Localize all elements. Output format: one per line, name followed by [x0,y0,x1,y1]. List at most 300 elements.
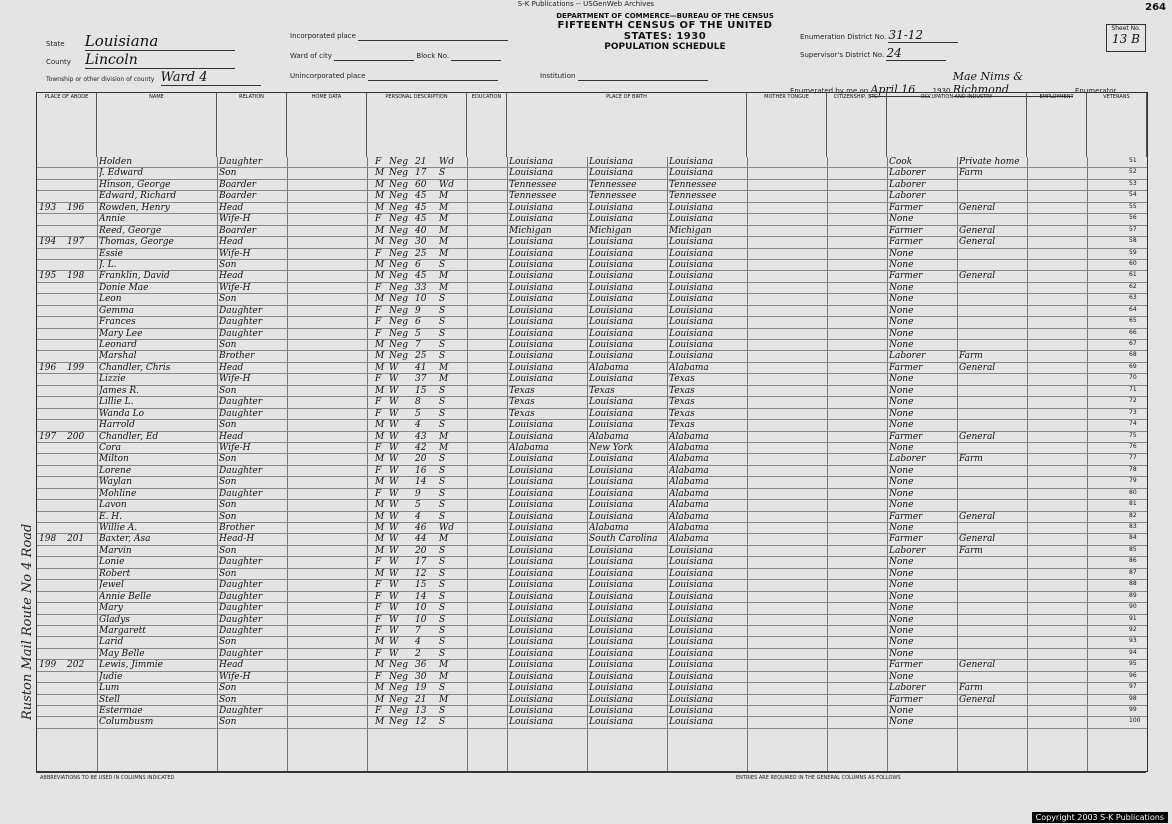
cell-mb: Alabama [669,511,709,522]
cell-mar: Wd [439,523,455,533]
cell-age: 41 [415,362,427,373]
cell-occ: None [889,706,914,716]
cell-sex: M [375,420,385,431]
line-number: 53 [1129,179,1137,187]
cell-dw: 193 [39,202,57,213]
cell-name: Mary [99,603,123,614]
cell-ind: Farm [959,545,983,556]
cell-fb: Louisiana [589,671,634,682]
cell-pb: Louisiana [509,328,554,339]
cell-pb: Louisiana [509,625,554,636]
cell-race: W [389,408,399,419]
cell-occ: None [889,259,914,270]
cell-sex: M [375,362,385,373]
cell-sex: M [375,271,385,282]
cell-rel: Wife-H [219,214,251,225]
cell-race: W [389,488,399,499]
cell-name: Lorene [99,465,132,476]
cell-race: W [389,580,399,591]
cell-mb: Louisiana [669,591,714,602]
cell-sex: M [375,660,385,671]
cell-age: 36 [415,660,427,671]
cell-pb: Louisiana [509,488,554,499]
cell-mar: M [439,191,449,202]
cell-sex: M [375,511,385,522]
cell-fam [67,717,95,727]
cell-mb: Texas [669,397,695,408]
cell-name: Chandler, Ed [99,431,159,442]
line-number: 81 [1129,500,1137,508]
cell-name: Edward, Richard [99,191,177,202]
cell-rel: Daughter [219,591,263,602]
line-number: 78 [1129,465,1137,473]
cell-fam [67,706,95,716]
cell-mar: S [439,580,446,591]
cell-mb: Louisiana [669,328,714,339]
cell-mb: Louisiana [669,717,714,728]
cell-pb: Louisiana [509,603,554,614]
cell-name: Leon [99,294,122,305]
cell-fam [67,157,95,167]
cell-age: 30 [415,671,427,682]
cell-sex: M [375,523,385,533]
cell-age: 17 [415,557,427,568]
cell-pb: Louisiana [509,660,554,671]
cell-pb: Texas [509,408,535,419]
cell-occ: Farmer [889,271,923,282]
cell-dw [39,340,65,350]
cell-mar: S [439,305,446,316]
line-number: 77 [1129,454,1137,462]
unincorporated-line [290,72,498,81]
cell-fb: New York [589,442,634,453]
cell-fam: 202 [67,660,85,671]
cell-rel: Daughter [219,157,263,167]
cell-sex: M [375,477,385,488]
cell-fam [67,191,95,201]
cell-dw [39,168,65,178]
cell-ind: General [959,362,996,373]
cell-fam [67,683,95,693]
cell-fb: Louisiana [589,625,634,636]
line-number: 94 [1129,648,1137,656]
table-row [37,523,1147,534]
cell-rel: Son [219,420,237,431]
cell-sex: F [375,374,382,385]
cell-fam [67,592,95,602]
cell-mb: Louisiana [669,706,714,716]
cell-sex: M [375,179,385,190]
cell-mar: S [439,603,446,614]
county-label: County [46,58,71,66]
cell-rel: Head [219,202,244,213]
cell-ind [959,557,1027,567]
cell-mar: M [439,282,449,293]
state-label: State [46,40,65,48]
cell-ind [959,500,1027,510]
cell-rel: Son [219,385,237,396]
cell-mar: S [439,317,446,328]
cell-rel: Daughter [219,625,263,636]
cell-race: Neg [389,237,408,248]
cell-occ: Cook [889,157,913,167]
cell-fam [67,340,95,350]
cell-mar: S [439,340,446,350]
cell-dw [39,306,65,316]
table-row [37,397,1147,408]
cell-mb: Louisiana [669,625,714,636]
cell-ind [959,489,1027,499]
cell-ind [959,420,1027,430]
table-row [37,672,1147,683]
cell-ind: Private home [959,157,1020,167]
cell-fam [67,420,95,430]
table-row [37,271,1147,282]
cell-occ: Laborer [889,351,926,362]
cell-pb: Louisiana [509,282,554,293]
cell-name: Willie A. [99,523,138,533]
cell-fam: 199 [67,362,85,373]
cell-sex: F [375,603,382,614]
cell-fb: Louisiana [589,717,634,728]
cell-pb: Louisiana [509,694,554,705]
cell-race: Neg [389,294,408,305]
cell-sex: M [375,340,385,350]
cell-name: Judie [99,671,123,682]
cell-fb: Louisiana [589,683,634,694]
cell-name: Margarett [99,625,146,636]
cell-pb: Louisiana [509,671,554,682]
cell-fb: Louisiana [589,488,634,499]
cell-rel: Head [219,660,244,671]
cell-pb: Texas [509,385,535,396]
sheet-number: 13 B [1112,32,1140,46]
cell-occ: None [889,442,914,453]
cell-mar: M [439,202,449,213]
cell-rel: Wife-H [219,374,251,385]
cell-rel: Son [219,454,237,465]
cell-pb: Louisiana [509,305,554,316]
cell-fam [67,306,95,316]
cell-rel: Son [219,683,237,694]
cell-occ: Laborer [889,179,926,190]
cell-sex: M [375,694,385,705]
cell-name: Estermae [99,706,143,716]
cell-race: W [389,545,399,556]
cell-dw: 196 [39,362,57,373]
cell-age: 19 [415,683,427,694]
cell-fb: Louisiana [589,454,634,465]
table-row [37,500,1147,511]
cell-race: Neg [389,157,408,167]
line-number: 93 [1129,637,1137,645]
cell-mar: S [439,408,446,419]
cell-name: Gemma [99,305,134,316]
cell-age: 16 [415,465,427,476]
cell-age: 6 [415,317,421,328]
cell-race: W [389,454,399,465]
cell-occ: None [889,580,914,591]
cell-name: Annie Belle [99,591,152,602]
cell-fam [67,249,95,259]
table-row [37,466,1147,477]
col-name: NAME [97,93,217,157]
cell-dw [39,226,65,236]
table-row [37,649,1147,660]
table-row [37,603,1147,614]
cell-name: Lavon [99,500,127,511]
cell-age: 12 [415,717,427,728]
cell-rel: Daughter [219,317,263,328]
cell-mb: Louisiana [669,305,714,316]
county-line [46,52,235,69]
cell-occ: Farmer [889,534,923,545]
cell-race: Neg [389,179,408,190]
cell-fb: Tennessee [589,191,637,202]
cell-mar: S [439,683,446,694]
cell-mar: S [439,385,446,396]
table-row [37,420,1147,431]
cell-age: 20 [415,545,427,556]
cell-occ: None [889,374,914,385]
cell-mar: M [439,214,449,225]
supervisor-value: 24 [886,46,946,61]
cell-age: 9 [415,488,421,499]
cell-occ: None [889,420,914,431]
cell-fam: 198 [67,271,85,282]
line-number: 58 [1129,237,1137,245]
cell-occ: None [889,671,914,682]
cell-fam: 196 [67,202,85,213]
cell-sex: M [375,568,385,579]
cell-rel: Son [219,259,237,270]
cell-race: W [389,557,399,568]
cell-sex: F [375,408,382,419]
cell-age: 45 [415,271,427,282]
col-citizenship: CITIZENSHIP, ETC. [827,93,887,157]
cell-sex: F [375,282,382,293]
cell-mar: S [439,259,446,270]
cell-pb: Louisiana [509,362,554,373]
cell-fam: 197 [67,237,85,248]
cell-age: 5 [415,500,421,511]
cell-mar: S [439,397,446,408]
cell-mb: Louisiana [669,168,714,179]
cell-dw [39,512,65,522]
cell-sex: F [375,465,382,476]
cell-mb: Louisiana [669,545,714,556]
cell-occ: Farmer [889,225,923,236]
cell-fb: Louisiana [589,614,634,625]
cell-race: Neg [389,191,408,202]
census-title-block [540,12,790,52]
cell-mar: S [439,168,446,179]
cell-race: Neg [389,168,408,179]
cell-fam [67,626,95,636]
cell-age: 14 [415,477,427,488]
cell-mb: Louisiana [669,202,714,213]
cell-ind [959,374,1027,384]
cell-ind [959,626,1027,636]
cell-name: Marvin [99,545,132,556]
cell-fb: Louisiana [589,568,634,579]
cell-age: 33 [415,282,427,293]
cell-fam [67,695,95,705]
cell-race: W [389,591,399,602]
table-row [37,432,1147,443]
cell-fb: Louisiana [589,557,634,568]
cell-fb: Louisiana [589,305,634,316]
block-label: Block No. [416,52,450,60]
table-row [37,226,1147,237]
table-row [37,660,1147,671]
cell-race: Neg [389,248,408,259]
table-row [37,191,1147,202]
cell-name: Harrold [99,420,135,431]
cell-occ: None [889,488,914,499]
cell-pb: Louisiana [509,237,554,248]
cell-fb: Louisiana [589,340,634,350]
cell-rel: Wife-H [219,282,251,293]
cell-dw [39,706,65,716]
unincorporated-label: Unincorporated place [290,72,366,80]
cell-age: 7 [415,625,421,636]
col-employment: EMPLOYMENT [1027,93,1087,157]
cell-ind [959,477,1027,487]
cell-dw [39,249,65,259]
cell-pb: Louisiana [509,374,554,385]
line-number: 72 [1129,397,1137,405]
cell-pb: Louisiana [509,214,554,225]
cell-dw: 195 [39,271,57,282]
township-label: Township or other division of county [46,76,155,83]
cell-mar: S [439,420,446,431]
copyright: Copyright 2003 S-K Publications [1032,812,1168,823]
cell-mar: M [439,237,449,248]
sheet-box [1106,24,1146,52]
table-row [37,214,1147,225]
cell-fb: Louisiana [589,294,634,305]
cell-ind [959,294,1027,304]
cell-fam [67,512,95,522]
line-number: 89 [1129,591,1137,599]
cell-age: 5 [415,328,421,339]
line-number: 64 [1129,305,1137,313]
cell-age: 40 [415,225,427,236]
cell-mb: Louisiana [669,637,714,648]
cell-mar: S [439,717,446,728]
cell-name: J. L. [99,259,117,270]
cell-mar: S [439,511,446,522]
cell-dw [39,489,65,499]
cell-mb: Louisiana [669,340,714,350]
cell-name: Rowden, Henry [99,202,170,213]
cell-rel: Boarder [219,191,257,202]
cell-dw [39,626,65,636]
cell-race: W [389,362,399,373]
cell-mar: S [439,294,446,305]
cell-occ: None [889,340,914,350]
table-row [37,546,1147,557]
cell-sex: F [375,328,382,339]
county-value: Lincoln [85,52,235,69]
cell-fam [67,603,95,613]
line-number: 83 [1129,523,1137,530]
cell-occ: None [889,385,914,396]
cell-race: Neg [389,259,408,270]
enum-district-line [800,28,958,43]
table-row [37,306,1147,317]
cell-rel: Son [219,500,237,511]
cell-rel: Brother [219,351,255,362]
cell-occ: None [889,557,914,568]
cell-fb: Louisiana [589,168,634,179]
cell-sex: F [375,614,382,625]
cell-mb: Louisiana [669,294,714,305]
cell-pb: Louisiana [509,340,554,350]
cell-pb: Louisiana [509,717,554,728]
cell-sex: F [375,671,382,682]
table-row [37,329,1147,340]
cell-mb: Michigan [669,225,712,236]
cell-mb: Alabama [669,431,709,442]
cell-ind: General [959,225,996,236]
publisher-bar: S-K Publications -- USGenWeb Archives [517,0,655,8]
cell-pb: Louisiana [509,202,554,213]
cell-fam [67,489,95,499]
cell-pb: Louisiana [509,294,554,305]
line-number: 87 [1129,568,1137,576]
cell-pb: Louisiana [509,523,554,533]
cell-fam [67,374,95,384]
cell-race: Neg [389,717,408,728]
cell-occ: None [889,648,914,659]
table-row [37,477,1147,488]
cell-occ: None [889,294,914,305]
cell-race: Neg [389,214,408,225]
cell-rel: Daughter [219,614,263,625]
cell-sex: F [375,488,382,499]
line-number: 65 [1129,317,1137,325]
cell-dw [39,397,65,407]
cell-ind [959,260,1027,270]
cell-age: 10 [415,294,427,305]
cell-fam [67,260,95,270]
cell-fam [67,454,95,464]
census-rows [37,157,1147,729]
table-row [37,351,1147,362]
cell-fam: 201 [67,534,85,545]
cell-rel: Daughter [219,397,263,408]
cell-race: W [389,603,399,614]
cell-pb: Tennessee [509,179,557,190]
cell-age: 45 [415,202,427,213]
table-row [37,626,1147,637]
cell-rel: Son [219,294,237,305]
table-row [37,340,1147,351]
cell-pb: Texas [509,397,535,408]
cell-sex: F [375,317,382,328]
cell-age: 25 [415,248,427,259]
table-row [37,374,1147,385]
cell-fam [67,637,95,647]
cell-occ: Farmer [889,660,923,671]
cell-mar: S [439,328,446,339]
cell-race: W [389,442,399,453]
side-note: Ruston Mail Route No 4 Road [20,523,35,720]
cell-fam [67,226,95,236]
cell-ind [959,329,1027,339]
